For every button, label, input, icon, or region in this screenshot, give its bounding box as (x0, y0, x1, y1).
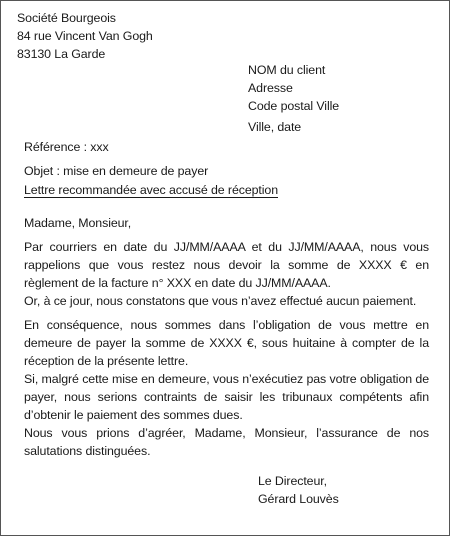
body-paragraph: En conséquence, nous sommes dans l’obligation de vous mettre en demeure de payer la somme de XXXX €, sous huitaine à compter de la réception de la présente lettre. (24, 318, 429, 368)
body-paragraph: Or, à ce jour, nous constatons que vous n’avez effectué aucun paiement. (24, 294, 417, 308)
sender-address-block (17, 9, 153, 63)
closing-paragraph: Nous vous prions d’agréer, Madame, Monsieur, l’assurance de nos salutations distinguées. (24, 426, 429, 458)
recipient-postal-city: Code postal Ville (248, 99, 340, 113)
body-paragraph: Si, malgré cette mise en demeure, vous n’exécutiez pas votre obligation de payer, nous serions contraints de saisir les tribunaux compétents afin d’obtenir le paiement des sommes dues. (24, 372, 429, 422)
salutation: Madame, Monsieur, (24, 216, 132, 230)
sender-city: 83130 La Garde (17, 47, 106, 61)
recipient-address: Adresse (248, 81, 293, 95)
recipient-name: NOM du client (248, 63, 326, 77)
signature-block (258, 472, 339, 508)
sender-company: Société Bourgeois (17, 11, 116, 25)
subject-line: Objet : mise en demeure de payer (24, 164, 209, 178)
body-paragraph: Par courriers en date du JJ/MM/AAAA et du JJ/MM/AAAA, nous vous rappelions que vous restez nous devoir la somme de XXXX € en règlement de la facture n° XXX en date du JJ/MM/AAAA. (24, 240, 429, 290)
reference-line: Référence : xxx (24, 140, 109, 154)
signature-name: Gérard Louvès (258, 492, 339, 506)
recipient-address-block (248, 61, 339, 115)
registered-mail-notice: Lettre recommandée avec accusé de réception (24, 183, 278, 197)
signature-title: Le Directeur, (258, 474, 327, 488)
place-date: Ville, date (248, 120, 302, 134)
sender-street: 84 rue Vincent Van Gogh (17, 29, 153, 43)
